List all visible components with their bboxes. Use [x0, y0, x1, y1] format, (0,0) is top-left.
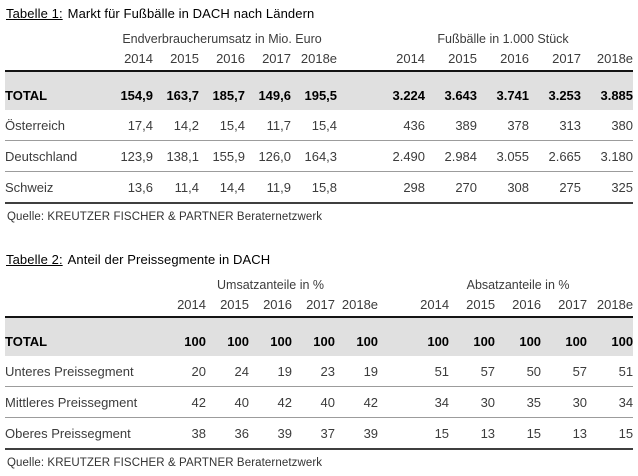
value-cell: 15 [495, 418, 541, 450]
value-cell: 17,4 [107, 110, 153, 141]
value-cell: 15 [587, 418, 633, 450]
table-row-oberes-preissegment [5, 418, 633, 450]
value-cell: 325 [581, 172, 633, 204]
column-gap [378, 278, 403, 297]
value-cell: 308 [477, 172, 529, 204]
year-header: 2017 [245, 51, 291, 71]
value-cell: 313 [529, 110, 581, 141]
value-cell: 138,1 [153, 141, 199, 172]
table2-group2-header: Absatzanteile in % [466, 278, 570, 292]
column-gap [378, 317, 403, 356]
value-cell: 3.055 [477, 141, 529, 172]
value-cell: 36 [206, 418, 249, 450]
value-cell: 3.253 [529, 71, 581, 110]
table2-section [5, 252, 633, 469]
column-gap [378, 356, 403, 387]
year-header: 2017 [529, 51, 581, 71]
value-cell: 23 [292, 356, 335, 387]
value-cell: 164,3 [291, 141, 337, 172]
table2-years-row [5, 297, 633, 317]
value-cell: 100 [495, 317, 541, 356]
value-cell: 3.741 [477, 71, 529, 110]
table-row-schweiz [5, 172, 633, 204]
column-gap [337, 32, 373, 51]
column-gap [337, 71, 373, 110]
value-cell: 11,7 [245, 110, 291, 141]
table2-group1-header: Umsatzanteile in % [217, 278, 325, 292]
value-cell: 30 [541, 387, 587, 418]
value-cell: 39 [249, 418, 292, 450]
value-cell: 34 [587, 387, 633, 418]
value-cell: 51 [587, 356, 633, 387]
value-cell: 24 [206, 356, 249, 387]
table-row-total [5, 71, 633, 110]
value-cell: 57 [449, 356, 495, 387]
value-cell: 155,9 [199, 141, 245, 172]
value-cell: 100 [335, 317, 378, 356]
row-label: Deutschland [5, 141, 107, 172]
value-cell: 40 [292, 387, 335, 418]
row-label: TOTAL [5, 71, 107, 110]
corner-spacer [5, 278, 163, 297]
value-cell: 195,5 [291, 71, 337, 110]
table1-section [5, 6, 633, 223]
value-cell: 3.180 [581, 141, 633, 172]
table-row-oesterreich [5, 110, 633, 141]
value-cell: 2.665 [529, 141, 581, 172]
value-cell: 3.224 [373, 71, 425, 110]
row-label: TOTAL [5, 317, 163, 356]
year-header: 2014 [107, 51, 153, 71]
value-cell: 15,4 [291, 110, 337, 141]
value-cell: 13 [449, 418, 495, 450]
value-cell: 37 [292, 418, 335, 450]
corner-spacer [5, 297, 163, 317]
table1-title-text: Markt für Fußbälle in DACH nach Ländern [67, 6, 315, 21]
value-cell: 20 [163, 356, 206, 387]
year-header: 2018e [291, 51, 337, 71]
value-cell: 14,4 [199, 172, 245, 204]
year-header: 2016 [199, 51, 245, 71]
row-label: Oberes Preissegment [5, 418, 163, 450]
value-cell: 100 [249, 317, 292, 356]
value-cell: 15,4 [199, 110, 245, 141]
value-cell: 40 [206, 387, 249, 418]
value-cell: 42 [249, 387, 292, 418]
year-header: 2016 [249, 297, 292, 317]
year-header: 2015 [449, 297, 495, 317]
table-row-deutschland [5, 141, 633, 172]
year-header: 2016 [477, 51, 529, 71]
table1 [5, 32, 633, 204]
corner-spacer [5, 32, 107, 51]
table1-group1-header: Endverbraucherumsatz in Mio. Euro [122, 32, 322, 46]
value-cell: 30 [449, 387, 495, 418]
value-cell: 275 [529, 172, 581, 204]
column-gap [337, 110, 373, 141]
year-header: 2015 [153, 51, 199, 71]
year-header: 2015 [206, 297, 249, 317]
table-row-mittleres-preissegment [5, 387, 633, 418]
value-cell: 163,7 [153, 71, 199, 110]
value-cell: 2.490 [373, 141, 425, 172]
value-cell: 100 [449, 317, 495, 356]
table1-source: Quelle: KREUTZER FISCHER & PARTNER Beraternetzwerk [7, 211, 323, 223]
value-cell: 123,9 [107, 141, 153, 172]
value-cell: 11,9 [245, 172, 291, 204]
value-cell: 57 [541, 356, 587, 387]
value-cell: 13 [541, 418, 587, 450]
value-cell: 149,6 [245, 71, 291, 110]
value-cell: 11,4 [153, 172, 199, 204]
column-gap [337, 51, 373, 71]
column-gap [378, 297, 403, 317]
value-cell: 35 [495, 387, 541, 418]
value-cell: 50 [495, 356, 541, 387]
value-cell: 3.885 [581, 71, 633, 110]
value-cell: 42 [163, 387, 206, 418]
value-cell: 100 [163, 317, 206, 356]
table1-group2-header: Fußbälle in 1.000 Stück [437, 32, 569, 46]
table1-title-prefix: Tabelle 1: [6, 6, 63, 21]
column-gap [378, 418, 403, 450]
value-cell: 100 [587, 317, 633, 356]
table2 [5, 278, 633, 450]
value-cell: 298 [373, 172, 425, 204]
table2-title-text: Anteil der Preissegmente in DACH [67, 252, 271, 267]
row-label: Unteres Preissegment [5, 356, 163, 387]
table1-group-header-row [5, 32, 633, 51]
table1-years-row [5, 51, 633, 71]
value-cell: 380 [581, 110, 633, 141]
value-cell: 100 [206, 317, 249, 356]
year-header: 2014 [163, 297, 206, 317]
value-cell: 3.643 [425, 71, 477, 110]
year-header: 2016 [495, 297, 541, 317]
corner-spacer [5, 51, 107, 71]
value-cell: 19 [249, 356, 292, 387]
value-cell: 39 [335, 418, 378, 450]
value-cell: 100 [292, 317, 335, 356]
year-header: 2017 [292, 297, 335, 317]
table1-title [6, 6, 633, 21]
value-cell: 2.984 [425, 141, 477, 172]
year-header: 2014 [403, 297, 449, 317]
value-cell: 100 [541, 317, 587, 356]
value-cell: 15,8 [291, 172, 337, 204]
value-cell: 154,9 [107, 71, 153, 110]
value-cell: 38 [163, 418, 206, 450]
year-header: 2018e [581, 51, 633, 71]
year-header: 2015 [425, 51, 477, 71]
row-label: Mittleres Preissegment [5, 387, 163, 418]
row-label: Schweiz [5, 172, 107, 204]
value-cell: 34 [403, 387, 449, 418]
value-cell: 42 [335, 387, 378, 418]
table2-title [6, 252, 633, 267]
year-header: 2014 [373, 51, 425, 71]
value-cell: 389 [425, 110, 477, 141]
value-cell: 185,7 [199, 71, 245, 110]
value-cell: 100 [403, 317, 449, 356]
row-label: Österreich [5, 110, 107, 141]
value-cell: 19 [335, 356, 378, 387]
value-cell: 51 [403, 356, 449, 387]
value-cell: 126,0 [245, 141, 291, 172]
year-header: 2018e [587, 297, 633, 317]
column-gap [378, 387, 403, 418]
table2-title-prefix: Tabelle 2: [6, 252, 63, 267]
year-header: 2017 [541, 297, 587, 317]
value-cell: 378 [477, 110, 529, 141]
column-gap [337, 141, 373, 172]
table2-group-header-row [5, 278, 633, 297]
column-gap [337, 172, 373, 204]
value-cell: 15 [403, 418, 449, 450]
value-cell: 14,2 [153, 110, 199, 141]
table-row-unteres-preissegment [5, 356, 633, 387]
year-header: 2018e [335, 297, 378, 317]
table-row-total [5, 317, 633, 356]
value-cell: 270 [425, 172, 477, 204]
value-cell: 436 [373, 110, 425, 141]
value-cell: 13,6 [107, 172, 153, 204]
table2-source: Quelle: KREUTZER FISCHER & PARTNER Beraternetzwerk [7, 457, 323, 469]
